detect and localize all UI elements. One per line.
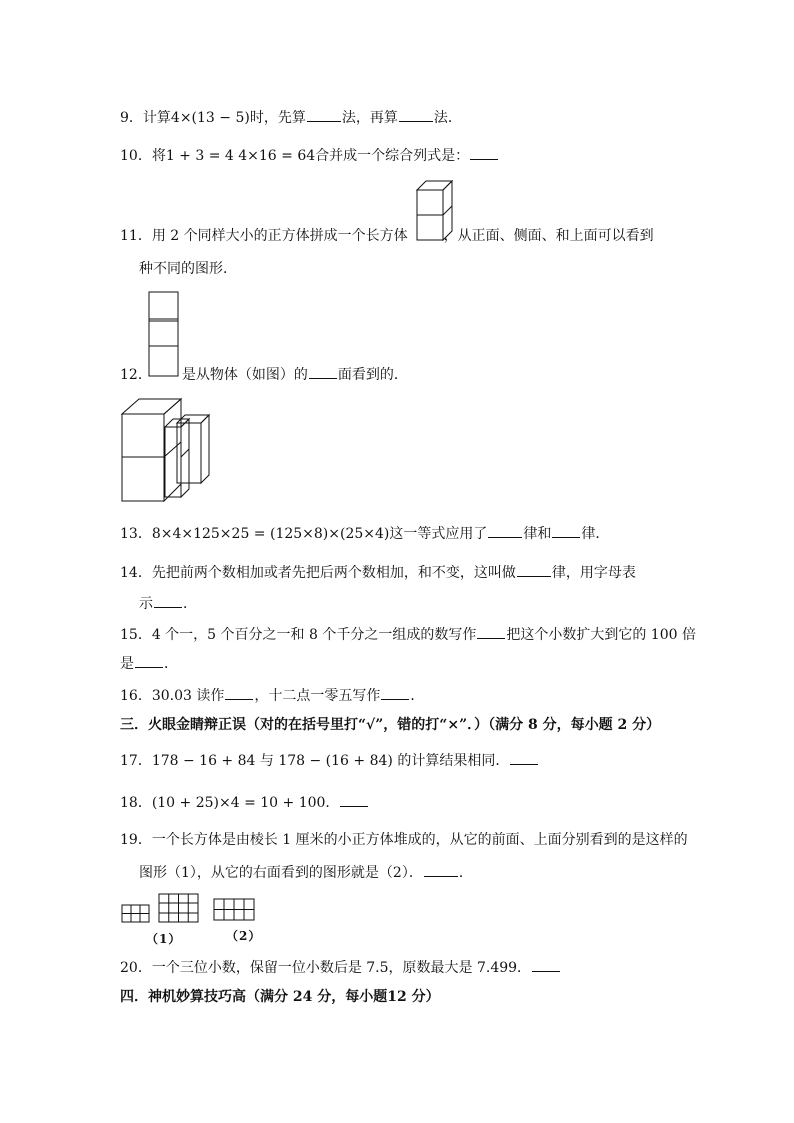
q19-text-1: 19．一个长方体是由棱长 1 厘米的小正方体堆成的，从它的前面、上面分别看到的是这样的 [120, 832, 688, 848]
answer-blank[interactable] [424, 862, 458, 877]
q10-prefix: 10．将 [120, 148, 166, 164]
question-15-line-2 [120, 653, 178, 674]
q15-text-2: 把这个小数扩大到它的 100 倍 [506, 627, 696, 643]
answer-blank[interactable] [399, 107, 433, 122]
section-3-heading [120, 715, 660, 735]
q14-text-4: ． [183, 596, 197, 612]
figure-label-2: （2） [226, 929, 262, 943]
question-11 [120, 226, 654, 246]
grid-figure-2 [213, 898, 257, 922]
q11-text-2: 种不同的图形． [139, 261, 237, 277]
question-14-line-2 [139, 593, 197, 614]
q15-text-4: ． [164, 656, 178, 672]
q12-text: 是从物体（如图）的 [181, 367, 308, 383]
q10-expression: 1 + 3 = 4 4×16 = 64 [165, 148, 316, 164]
question-11-line-2 [139, 259, 237, 279]
q9-text-3: 法． [433, 110, 462, 126]
q14-text-1: 14．先把前两个数相加或者先把后两个数相加，和不变，这叫做 [120, 565, 516, 581]
question-14 [120, 562, 636, 583]
question-16 [120, 685, 424, 706]
q12-text-2: 面看到的． [337, 367, 408, 383]
q9-text-2: 法，再算 [341, 110, 398, 126]
answer-blank[interactable] [552, 523, 580, 538]
question-13 [120, 523, 609, 544]
question-19 [120, 830, 688, 850]
q13-expression: 13．8×4×125×25 = (125×8)×(25×4) [120, 526, 390, 542]
question-15 [120, 624, 696, 645]
grid-figure-1 [158, 893, 200, 925]
q18-text: 18．(10 + 25)×4 = 10 + 100． [120, 795, 340, 811]
question-19-line-2 [139, 862, 473, 883]
answer-blank[interactable] [510, 750, 538, 765]
answer-blank[interactable] [477, 624, 505, 639]
q13-text-1: 这一等式应用了 [389, 526, 488, 542]
figure-label-1: （1） [146, 932, 182, 946]
section-4-heading [120, 987, 440, 1007]
answer-blank[interactable] [309, 364, 337, 379]
question-10 [120, 145, 499, 166]
answer-blank[interactable] [381, 685, 409, 700]
q16-text-3: ． [410, 688, 425, 704]
grid-figure-front [121, 904, 151, 924]
answer-blank[interactable] [532, 957, 560, 972]
q20-text: 20．一个三位小数，保留一位小数后是 7.5，原数最大是 7.499． [120, 960, 532, 976]
q11-prefix: 11．用 2 个同样大小的正方体拼成一个长方体 [120, 228, 408, 244]
answer-blank[interactable] [488, 523, 522, 538]
stacked-cubes-figure [119, 397, 215, 503]
answer-blank[interactable] [307, 107, 341, 122]
q16-text-2: ，十二点一零五写作 [254, 688, 381, 704]
q9-prefix: 9．计算 [120, 110, 171, 126]
answer-blank[interactable] [225, 685, 253, 700]
q14-text-2: 律，用字母表 [551, 565, 636, 581]
q19-text-3: ． [458, 865, 473, 881]
q9-text-1: 时，先算 [249, 110, 306, 126]
answer-blank[interactable] [470, 145, 498, 160]
q14-text-3: 示 [139, 596, 153, 612]
answer-blank[interactable] [517, 562, 551, 577]
q13-text-2: 律和 [523, 526, 552, 542]
section-4-title: 四．神机妙算技巧高（满分 24 分，每小题12 分） [120, 989, 440, 1005]
q15-text-3: 是 [120, 656, 134, 672]
question-18 [120, 792, 369, 813]
section-3-title: 三．火眼金睛辩正误（对的在括号里打“√”，错的打“×”．）（满分 8 分，每小题 2 分） [120, 717, 661, 733]
answer-blank[interactable] [135, 653, 163, 668]
question-17 [120, 750, 539, 771]
q13-text-3: 律． [581, 526, 610, 542]
cuboid-figure [416, 180, 456, 242]
question-12 [120, 364, 408, 385]
q19-text-2: 图形（1），从它的右面看到的图形就是（2）． [139, 865, 423, 881]
q11-text: ，从正面、侧面、和上面可以看到 [443, 228, 654, 244]
q10-text: 合并成一个综合列式是： [315, 148, 470, 164]
q9-expression: 4×(13 − 5) [170, 110, 250, 126]
answer-blank[interactable] [154, 593, 182, 608]
question-9 [120, 107, 462, 128]
q12-prefix: 12． [120, 367, 152, 383]
q17-text: 17．178 − 16 + 84 与 178 − (16 + 84) 的计算结果相同． [120, 753, 510, 769]
question-20 [120, 957, 561, 978]
answer-blank[interactable] [340, 792, 368, 807]
q16-text-1: 16．30.03 读作 [120, 688, 225, 704]
q15-text-1: 15．4 个一，5 个百分之一和 8 个千分之一组成的数写作 [120, 627, 477, 643]
